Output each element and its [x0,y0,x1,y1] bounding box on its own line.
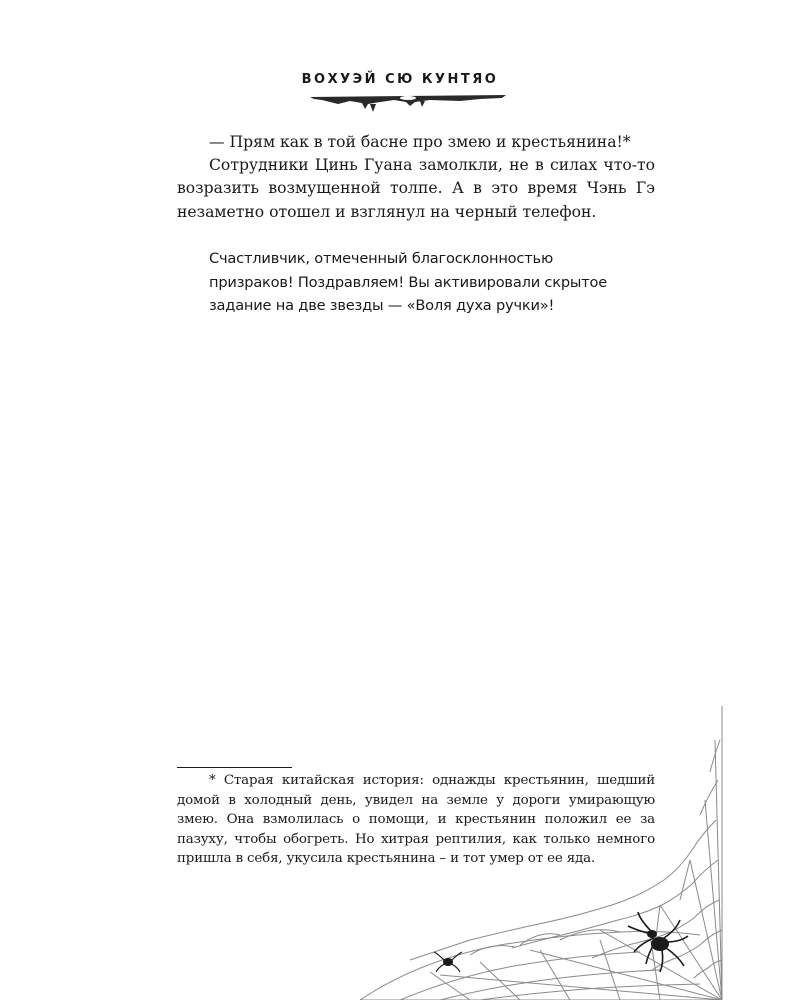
system-message-line: Счастливчик, отмеченный благосклонностью [209,250,554,267]
system-message-line: задание на две звезды — «Воля духа ручки»! [209,297,555,315]
main-body-text [177,131,655,224]
system-message [209,247,629,318]
system-message-line: призраков! Поздравляем! Вы активировали скрытое [209,273,608,291]
footnote [177,771,655,869]
running-head-title: ВОХУЭЙ СЮ КУНТЯО [301,72,499,87]
small-spider-icon [434,952,462,972]
paragraph: — Прям как в той басне про змею и крестьянина!* [209,133,631,151]
spider-icon [628,912,688,972]
paragraph: Сотрудники Цинь Гуана замолкли, не в силах что-то возразить возмущенной толпе. А в это время Чэнь Гэ незаметно отошел и взглянул на черный телефон. [177,156,655,221]
header-ornament-icon [310,92,506,114]
footnote-divider [177,767,292,768]
footnote-text: * Старая китайская история: однажды крестьянин, шедший домой в холодный день, увидел на земле у дороги умирающую змею. Она взмолилась о помощи, и крестьянин положил ее за пазуху, чтобы обогреть. Но хитрая рептилия, как только немного пришла в себя, укусила крестьянина – и тот умер от ее яда. [177,773,655,867]
